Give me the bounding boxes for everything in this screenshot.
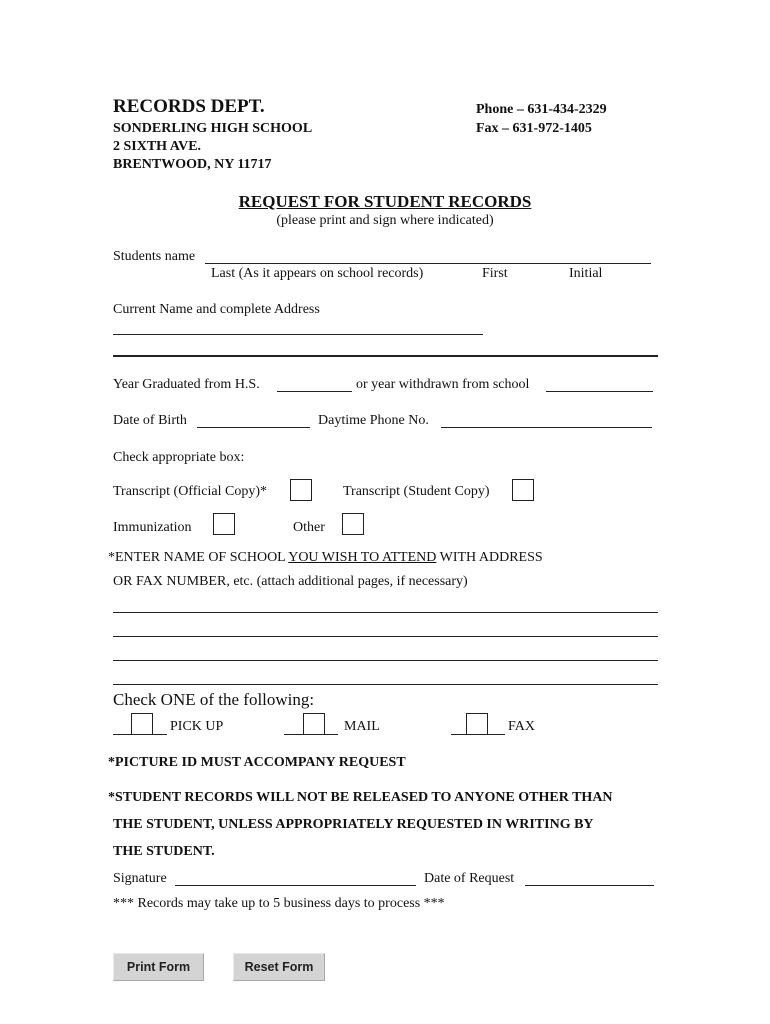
delivery-label: Check ONE of the following:: [113, 690, 315, 709]
school-city: BRENTWOOD, NY 11717: [113, 157, 272, 172]
picture-id-notice: *PICTURE ID MUST ACCOMPANY REQUEST: [108, 755, 406, 770]
dept-title: RECORDS DEPT.: [113, 96, 265, 117]
address-line-1[interactable]: [113, 334, 483, 335]
transcript-student-checkbox[interactable]: [512, 479, 534, 501]
other-checkbox[interactable]: [342, 513, 364, 535]
enter-school-text-1: ENTER NAME OF SCHOOL: [115, 550, 289, 565]
release-notice-2: THE STUDENT, UNLESS APPROPRIATELY REQUESTED IN WRITING BY: [113, 817, 594, 832]
signature-field[interactable]: [175, 885, 416, 886]
daytime-phone-field[interactable]: [441, 427, 652, 428]
address-line-2[interactable]: [113, 355, 658, 357]
date-request-field[interactable]: [525, 885, 654, 886]
daytime-phone-label: Daytime Phone No.: [318, 413, 429, 428]
mail-checkbox[interactable]: [303, 713, 325, 735]
dob-field[interactable]: [197, 427, 310, 428]
student-name-field[interactable]: [205, 263, 651, 264]
dob-label: Date of Birth: [113, 413, 187, 428]
date-request-label: Date of Request: [424, 871, 515, 886]
transcript-student-label: Transcript (Student Copy): [343, 484, 490, 499]
fax-number: Fax – 631-972-1405: [476, 121, 592, 136]
school-info-line-3[interactable]: [113, 660, 658, 661]
release-notice-1: *STUDENT RECORDS WILL NOT BE RELEASED TO ANYONE OTHER THAN: [108, 790, 613, 805]
transcript-official-checkbox[interactable]: [290, 479, 312, 501]
print-form-button[interactable]: Print Form: [113, 953, 204, 981]
immunization-label: Immunization: [113, 520, 192, 535]
year-withdrawn-label: or year withdrawn from school: [356, 377, 530, 392]
school-name: SONDERLING HIGH SCHOOL: [113, 121, 313, 136]
fax-label: FAX: [508, 719, 535, 734]
enter-school-instruction-2: OR FAX NUMBER, etc. (attach additional pages, if necessary): [113, 574, 468, 589]
enter-school-instruction: [108, 550, 543, 566]
name-hint-last: Last (As it appears on school records): [211, 266, 424, 281]
other-label: Other: [293, 520, 325, 535]
enter-school-underlined: YOU WISH TO ATTEND: [288, 550, 437, 565]
release-notice-3: THE STUDENT.: [113, 844, 215, 859]
fax-checkbox[interactable]: [466, 713, 488, 735]
transcript-official-label: Transcript (Official Copy)*: [113, 484, 267, 499]
school-info-line-2[interactable]: [113, 636, 658, 637]
current-name-label: Current Name and complete Address: [113, 302, 320, 317]
reset-form-button[interactable]: Reset Form: [233, 953, 325, 981]
pickup-checkbox[interactable]: [131, 713, 153, 735]
name-hint-first: First: [482, 266, 508, 281]
enter-school-star: *: [108, 550, 115, 565]
immunization-checkbox[interactable]: [213, 513, 235, 535]
year-graduated-field[interactable]: [277, 391, 352, 392]
school-info-line-4[interactable]: [113, 684, 658, 685]
enter-school-text-2: WITH ADDRESS: [436, 550, 543, 565]
signature-label: Signature: [113, 871, 167, 886]
check-box-label: Check appropriate box:: [113, 450, 245, 465]
year-withdrawn-field[interactable]: [546, 391, 653, 392]
mail-label: MAIL: [344, 719, 380, 734]
phone-number: Phone – 631-434-2329: [476, 102, 607, 117]
school-street: 2 SIXTH AVE.: [113, 139, 202, 154]
name-hint-initial: Initial: [569, 266, 603, 281]
form-subtitle: (please print and sign where indicated): [276, 213, 494, 228]
school-info-line-1[interactable]: [113, 612, 658, 613]
processing-notice: *** Records may take up to 5 business days to process ***: [113, 896, 445, 911]
pickup-label: PICK UP: [170, 719, 224, 734]
student-name-label: Students name: [113, 249, 196, 264]
form-title: REQUEST FOR STUDENT RECORDS: [238, 192, 532, 211]
year-graduated-label: Year Graduated from H.S.: [113, 377, 260, 392]
